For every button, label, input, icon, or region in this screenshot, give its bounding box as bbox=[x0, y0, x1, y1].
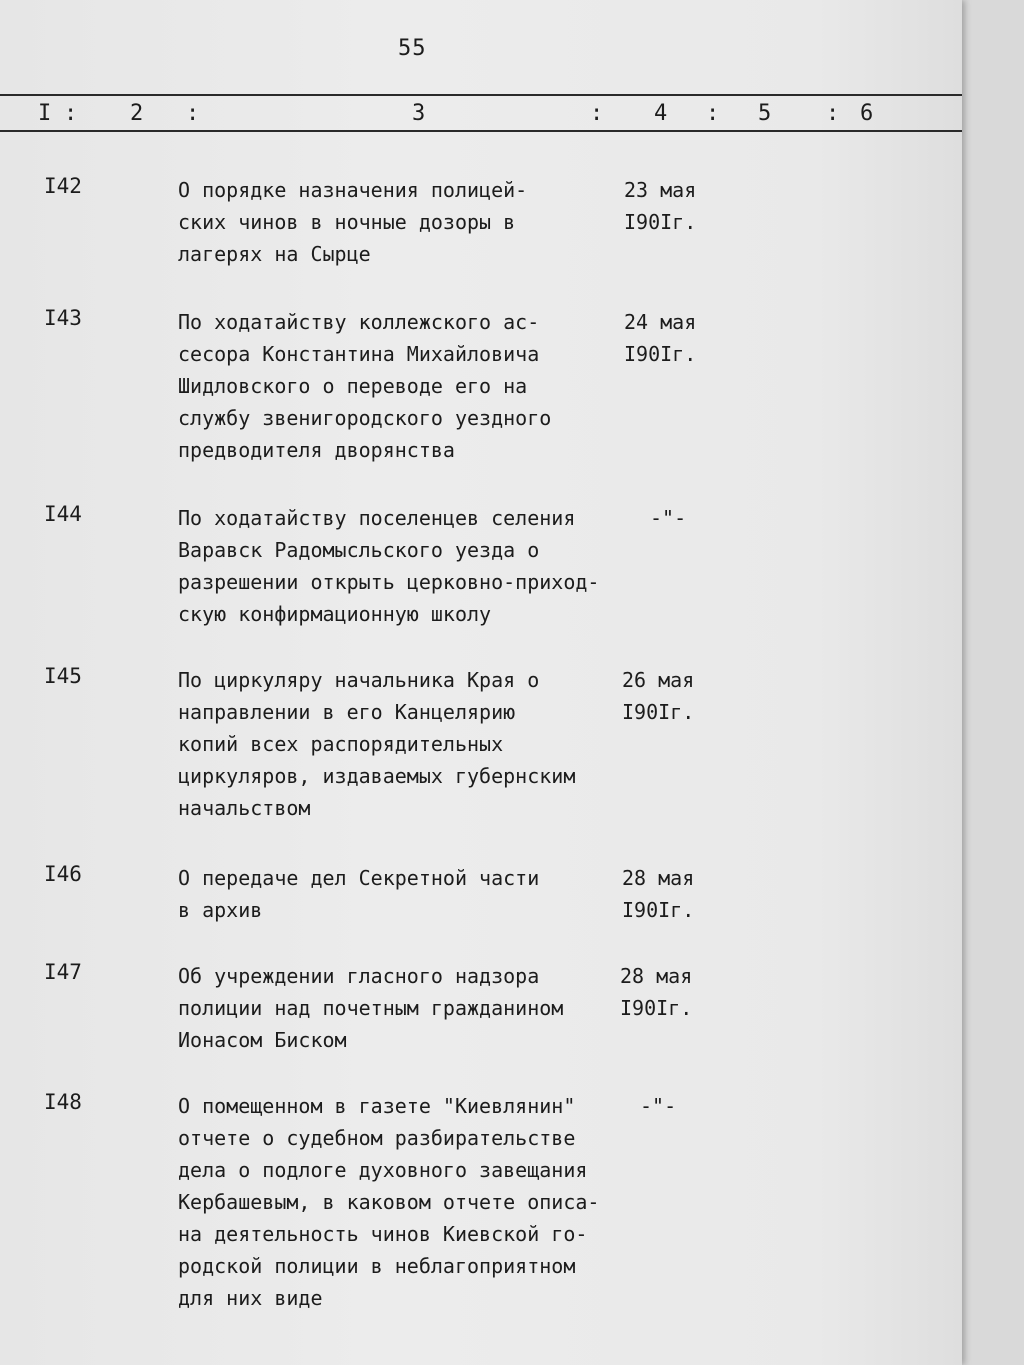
date-line: 28 мая bbox=[620, 964, 693, 988]
entry-line: ских чинов в ночные дозоры в bbox=[178, 210, 516, 234]
date-line: 26 мая bbox=[622, 668, 695, 692]
entry-line: О помещенном в газете "Киевлянин" bbox=[178, 1094, 576, 1118]
date-line: I90Iг. bbox=[620, 996, 693, 1020]
column-header-3: 3 bbox=[412, 101, 426, 126]
column-header-4: 4 bbox=[654, 101, 668, 126]
entry-line: копий всех распорядительных bbox=[178, 732, 504, 756]
column-header-2: 2 bbox=[130, 101, 144, 126]
entry-line: По ходатайству поселенцев селения bbox=[178, 506, 576, 530]
entry-line: циркуляров, издаваемых губернским bbox=[178, 764, 576, 788]
entry-description bbox=[178, 174, 628, 270]
entry-date bbox=[622, 664, 694, 728]
entry-line: Об учреждении гласного надзора bbox=[178, 964, 540, 988]
entry-line: скую конфирмационную школу bbox=[178, 602, 492, 626]
entry-line: дела о подлоге духовного завещания bbox=[178, 1158, 588, 1182]
entry-line: По ходатайству коллежского ас- bbox=[178, 310, 540, 334]
entry-date bbox=[624, 174, 696, 238]
date-line: 28 мая bbox=[622, 866, 695, 890]
date-line: I90Iг. bbox=[622, 700, 695, 724]
column-separator: : bbox=[706, 101, 720, 126]
column-separator: : bbox=[590, 101, 604, 126]
entry-date bbox=[650, 502, 686, 534]
entry-line: отчете о судебном разбирательстве bbox=[178, 1126, 576, 1150]
column-separator: : bbox=[186, 101, 200, 126]
entry-line: службу звенигородского уездного bbox=[178, 406, 552, 430]
date-line: I90Iг. bbox=[622, 898, 695, 922]
entry-description bbox=[178, 502, 628, 630]
entry-line: О передаче дел Секретной части bbox=[178, 866, 540, 890]
entry-date bbox=[622, 862, 694, 926]
entry-line: для них виде bbox=[178, 1286, 323, 1310]
entry-line: По циркуляру начальника Края о bbox=[178, 668, 540, 692]
entry-number: I45 bbox=[44, 664, 82, 688]
column-header-6: 6 bbox=[860, 101, 874, 126]
entry-number: I43 bbox=[44, 306, 82, 330]
date-line: 24 мая bbox=[624, 310, 697, 334]
entry-date bbox=[624, 306, 696, 370]
header-bottom-rule bbox=[0, 130, 962, 132]
entry-date bbox=[620, 960, 692, 1024]
entry-line: лагерях на Сырце bbox=[178, 242, 371, 266]
entry-line: Варавск Радомысльского уезда о bbox=[178, 538, 540, 562]
entry-line: в архив bbox=[178, 898, 263, 922]
entry-line: полиции над почетным гражданином bbox=[178, 996, 564, 1020]
entry-description bbox=[178, 960, 628, 1056]
header-top-rule bbox=[0, 94, 962, 96]
column-separator: : bbox=[826, 101, 840, 126]
column-header-5: 5 bbox=[758, 101, 772, 126]
entry-line: предводителя дворянства bbox=[178, 438, 455, 462]
entry-line: Шидловского о переводе его на bbox=[178, 374, 528, 398]
entry-description bbox=[178, 306, 628, 466]
entry-line: Кербашевым, в каковом отчете описа- bbox=[178, 1190, 600, 1214]
entry-number: I48 bbox=[44, 1090, 82, 1114]
entry-line: на деятельность чинов Киевской го- bbox=[178, 1222, 588, 1246]
date-line: I90Iг. bbox=[624, 342, 697, 366]
entry-number: I46 bbox=[44, 862, 82, 886]
entry-description bbox=[178, 1090, 628, 1314]
entry-line: Ионасом Биском bbox=[178, 1028, 347, 1052]
entry-number: I47 bbox=[44, 960, 82, 984]
entry-number: I44 bbox=[44, 502, 82, 526]
entry-line: разрешении открыть церковно-приход- bbox=[178, 570, 600, 594]
date-line: -"- bbox=[640, 1094, 677, 1118]
entry-line: родской полиции в неблагоприятном bbox=[178, 1254, 576, 1278]
entry-line: направлении в его Канцелярию bbox=[178, 700, 516, 724]
page-number: 55 bbox=[398, 36, 427, 61]
entry-description bbox=[178, 862, 628, 926]
date-line: I90Iг. bbox=[624, 210, 697, 234]
entry-line: начальством bbox=[178, 796, 311, 820]
entry-description bbox=[178, 664, 628, 824]
date-line: -"- bbox=[650, 506, 687, 530]
column-header-1: I bbox=[38, 101, 52, 126]
column-separator: : bbox=[64, 101, 78, 126]
entry-date bbox=[640, 1090, 676, 1122]
date-line: 23 мая bbox=[624, 178, 697, 202]
entry-line: О порядке назначения полицей- bbox=[178, 178, 528, 202]
entry-line: сесора Константина Михайловича bbox=[178, 342, 540, 366]
entry-number: I42 bbox=[44, 174, 82, 198]
